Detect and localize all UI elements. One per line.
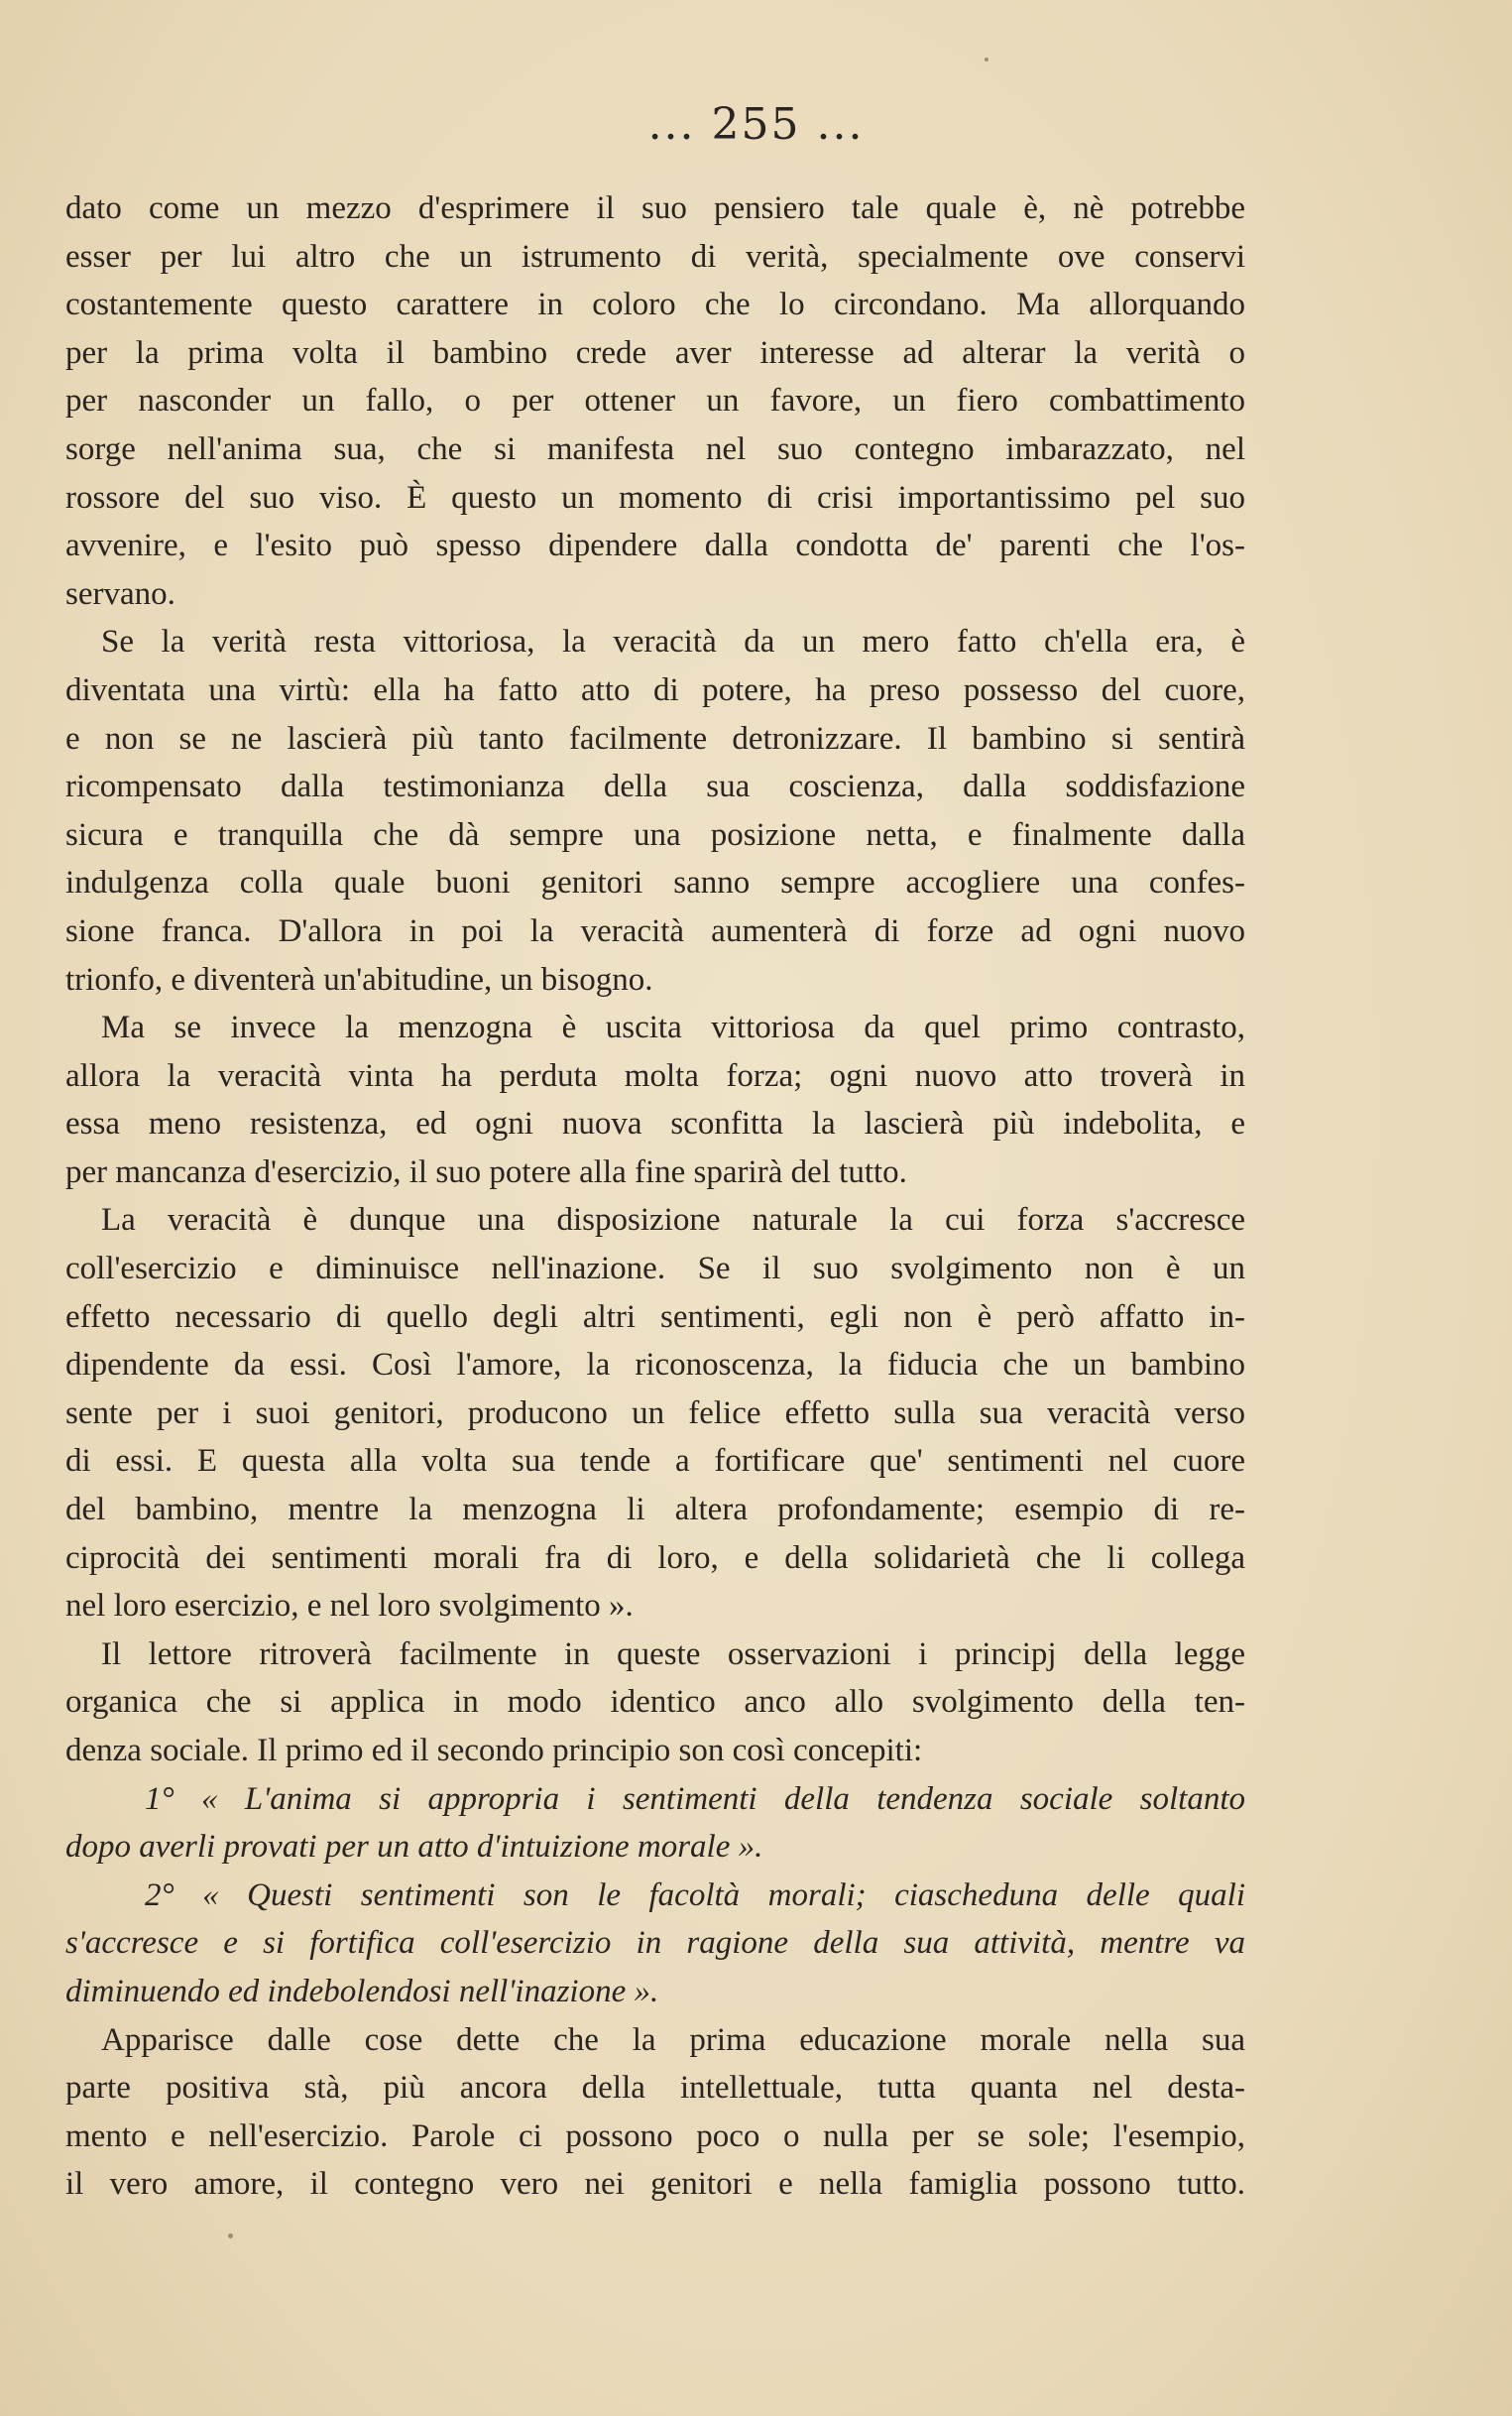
text-line: organica che si applica in modo identico anco allo svolgimento della ten- — [65, 1684, 1245, 1721]
text-line: e non se ne lascierà più tanto facilmente detronizzare. Il bambino si sentirà — [65, 720, 1245, 757]
text-line: Il lettore ritroverà facilmente in queste osservazioni i principj della legge — [101, 1635, 1245, 1672]
text-line: il vero amore, il contegno vero nei genitori e nella famiglia possono tutto. — [65, 2166, 1245, 2203]
text-line: per nasconder un fallo, o per ottener un favore, un fiero combattimento — [65, 383, 1245, 420]
text-line: 2° « Questi sentimenti son le facoltà morali; ciascheduna delle quali — [145, 1876, 1245, 1913]
text-line: rossore del suo viso. È questo un momento di crisi importantissimo pel suo — [65, 479, 1245, 516]
text-line: La veracità è dunque una disposizione naturale la cui forza s'accresce — [101, 1202, 1245, 1239]
text-line: diventata una virtù: ella ha fatto atto di potere, ha preso possesso del cuore, — [65, 671, 1245, 708]
text-line: coll'esercizio e diminuisce nell'inazione. Se il suo svolgimento non è un — [65, 1251, 1245, 1287]
text-line: essa meno resistenza, ed ogni nuova sconfitta la lascierà più indebolita, e — [65, 1106, 1245, 1143]
text-line: effetto necessario di quello degli altri sentimenti, egli non è però affatto in- — [65, 1298, 1245, 1335]
text-line: ciprocità dei sentimenti morali fra di loro, e della solidarietà che li collega — [65, 1539, 1245, 1576]
text-line: servano. — [65, 575, 175, 612]
text-line: 1° « L'anima si appropria i sentimenti della tendenza sociale soltanto — [145, 1780, 1245, 1817]
ink-speck — [985, 58, 989, 61]
text-line: parte positiva stà, più ancora della intellettuale, tutta quanta nel desta- — [65, 2070, 1245, 2107]
text-line: Se la verità resta vittoriosa, la veracità da un mero fatto ch'ella era, è — [101, 624, 1245, 661]
text-line: per la prima volta il bambino crede aver interesse ad alterar la verità o — [65, 334, 1245, 371]
text-line: sione franca. D'allora in poi la veracità aumenterà di forze ad ogni nuovo — [65, 912, 1245, 949]
text-line: sente per i suoi genitori, producono un felice effetto sulla sua veracità verso — [65, 1394, 1245, 1431]
text-line: dato come un mezzo d'esprimere il suo pensiero tale quale è, nè potrebbe — [65, 190, 1245, 226]
text-line: avvenire, e l'esito può spesso dipendere dalla condotta de' parenti che l'os- — [65, 528, 1245, 564]
text-line: dipendente da essi. Così l'amore, la riconoscenza, la fiducia che un bambino — [65, 1347, 1245, 1384]
text-line: di essi. E questa alla volta sua tende a fortificare que' sentimenti nel cuore — [65, 1443, 1245, 1480]
text-line: denza sociale. Il primo ed il secondo principio son così concepiti: — [65, 1733, 923, 1768]
text-line: costantemente questo carattere in coloro che lo circondano. Ma allorquando — [65, 287, 1245, 323]
text-line: esser per lui altro che un istrumento di verità, specialmente ove conservi — [65, 238, 1245, 275]
text-line: mento e nell'esercizio. Parole ci possono poco o nulla per se sole; l'esempio, — [65, 2117, 1245, 2154]
text-line: sorge nell'anima sua, che si manifesta nel suo contegno imbarazzato, nel — [65, 430, 1245, 467]
text-line: allora la veracità vinta ha perduta molta forza; ogni nuovo atto troverà in — [65, 1057, 1245, 1094]
ink-speck — [228, 2234, 233, 2238]
text-line: Ma se invece la menzogna è uscita vittoriosa da quel primo contrasto, — [101, 1010, 1245, 1046]
text-line: per mancanza d'esercizio, il suo potere alla fine sparirà del tutto. — [65, 1153, 907, 1190]
text-line: nel loro esercizio, e nel loro svolgimento ». — [65, 1588, 634, 1625]
body-text — [65, 184, 1245, 2209]
text-line: indulgenza colla quale buoni genitori sanno sempre accogliere una confes- — [65, 865, 1245, 902]
text-line: trionfo, e diventerà un'abitudine, un bisogno. — [65, 961, 653, 998]
text-line: sicura e tranquilla che dà sempre una posizione netta, e finalmente dalla — [65, 816, 1245, 853]
text-line: s'accresce e si fortifica coll'esercizio in ragione della sua attività, mentre va — [65, 1925, 1245, 1962]
text-line: dopo averli provati per un atto d'intuizione morale ». — [65, 1829, 763, 1866]
text-line: ricompensato dalla testimonianza della sua coscienza, dalla soddisfazione — [65, 769, 1245, 805]
page-number: ... 255 ... — [647, 99, 865, 150]
text-line: del bambino, mentre la menzogna li altera profondamente; esempio di re- — [65, 1492, 1245, 1528]
text-line: diminuendo ed indebolendosi nell'inazione ». — [65, 1973, 659, 2009]
text-line: Apparisce dalle cose dette che la prima educazione morale nella sua — [101, 2021, 1245, 2058]
